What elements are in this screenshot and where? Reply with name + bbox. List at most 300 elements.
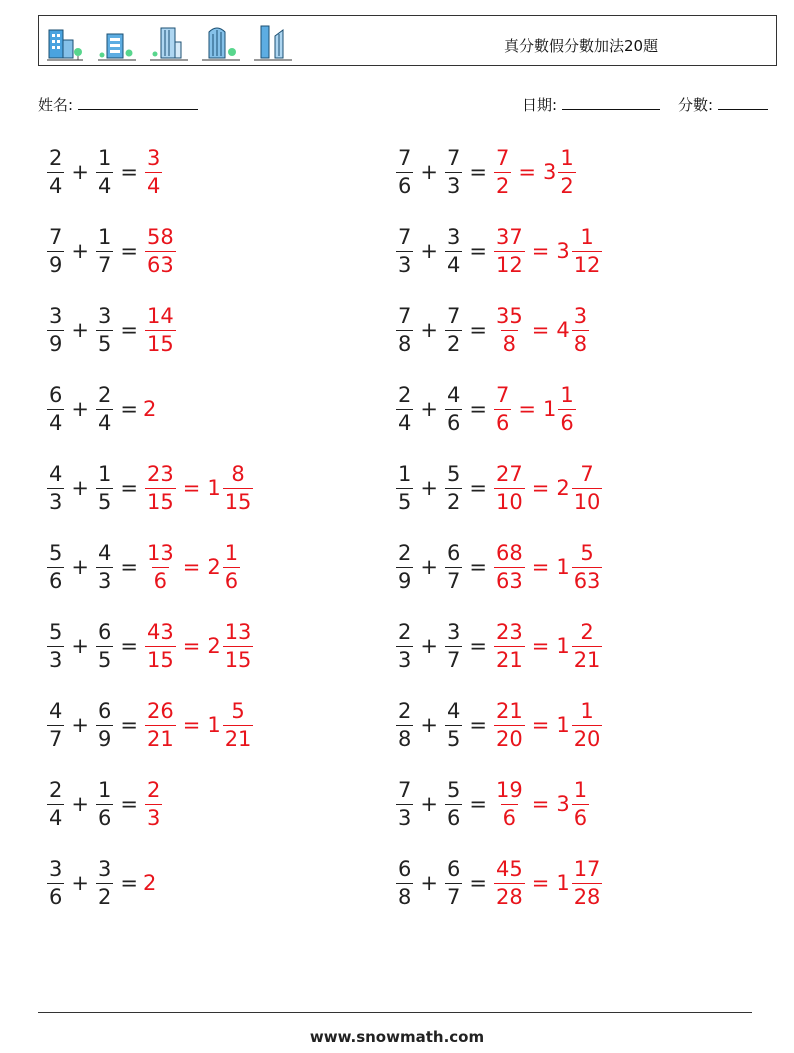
equals-sign: = (120, 397, 138, 421)
numerator: 26 (146, 698, 174, 723)
equals-sign: = (531, 239, 550, 263)
numerator: 6 (398, 856, 412, 881)
equals-sign: = (182, 634, 201, 658)
numerator: 13 (224, 619, 252, 644)
addend-fraction (96, 382, 113, 435)
addend-fraction (445, 698, 462, 751)
numerator: 7 (495, 382, 510, 407)
denominator: 6 (446, 410, 461, 435)
numerator: 19 (495, 777, 523, 802)
problem-item (45, 852, 156, 914)
answer-fraction (494, 540, 525, 593)
denominator: 2 (446, 331, 461, 356)
numerator: 3 (446, 619, 461, 644)
denominator: 3 (49, 489, 63, 514)
answer-whole: 2 (142, 871, 157, 895)
equals-sign: = (469, 792, 487, 816)
denominator: 3 (398, 647, 412, 672)
problem-item (394, 141, 578, 203)
problem-item (45, 615, 255, 677)
addend-fraction (445, 540, 462, 593)
denominator: 15 (224, 647, 252, 672)
addend-fraction (396, 619, 413, 672)
mixed-whole: 1 (207, 713, 221, 737)
equals-sign: = (469, 476, 487, 500)
equals-sign: = (531, 792, 550, 816)
denominator: 4 (97, 410, 112, 435)
denominator: 7 (446, 647, 461, 672)
equals-sign: = (120, 634, 138, 658)
numerator: 4 (49, 461, 63, 486)
denominator: 9 (398, 568, 412, 593)
name-line[interactable] (78, 95, 198, 110)
denominator: 7 (446, 568, 461, 593)
equals-sign: = (531, 476, 550, 500)
numerator: 5 (231, 698, 245, 723)
addend-fraction (96, 145, 113, 198)
numerator: 6 (446, 540, 461, 565)
denominator: 6 (398, 173, 412, 198)
denominator: 4 (446, 252, 461, 277)
denominator: 28 (573, 884, 601, 909)
denominator: 8 (398, 726, 412, 751)
numerator: 6 (49, 382, 63, 407)
footer-url: www.snowmath.com (309, 1028, 485, 1046)
addend-fraction (445, 619, 462, 672)
answer-fraction (145, 777, 162, 830)
denominator: 15 (146, 647, 174, 672)
numerator: 2 (398, 382, 412, 407)
denominator: 6 (446, 805, 461, 830)
mixed-fraction (572, 777, 589, 830)
denominator: 9 (49, 252, 63, 277)
denominator: 4 (398, 410, 412, 435)
denominator: 6 (495, 410, 510, 435)
denominator: 5 (398, 489, 412, 514)
denominator: 6 (49, 568, 63, 593)
answer-fraction (494, 145, 511, 198)
problem-item (394, 536, 604, 598)
equals-sign: = (469, 318, 487, 342)
numerator: 1 (560, 382, 574, 407)
addend-fraction (96, 777, 113, 830)
answer-fraction (145, 619, 176, 672)
problem-item (394, 299, 591, 361)
equals-sign: = (120, 713, 138, 737)
plus-sign: + (71, 397, 89, 421)
addend-fraction (396, 145, 413, 198)
numerator: 7 (580, 461, 594, 486)
numerator: 23 (495, 619, 523, 644)
addend-fraction (47, 145, 64, 198)
addend-fraction (396, 303, 413, 356)
denominator: 12 (573, 252, 601, 277)
equals-sign: = (120, 160, 138, 184)
building-icon (45, 22, 85, 62)
numerator: 1 (97, 224, 112, 249)
equals-sign: = (182, 476, 201, 500)
plus-sign: + (420, 318, 438, 342)
equals-sign: = (518, 160, 536, 184)
denominator: 63 (573, 568, 601, 593)
denominator: 15 (146, 489, 174, 514)
numerator: 2 (49, 145, 63, 170)
equals-sign: = (469, 713, 487, 737)
numerator: 2 (49, 777, 63, 802)
addend-fraction (396, 382, 413, 435)
equals-sign: = (182, 555, 201, 579)
numerator: 6 (446, 856, 461, 881)
denominator: 6 (502, 805, 517, 830)
numerator: 1 (580, 698, 594, 723)
problem-item (45, 378, 156, 440)
building-icon (253, 22, 293, 62)
numerator: 7 (49, 224, 63, 249)
addend-fraction (396, 856, 413, 909)
numerator: 3 (49, 856, 63, 881)
plus-sign: + (420, 792, 438, 816)
equals-sign: = (182, 713, 201, 737)
denominator: 8 (502, 331, 517, 356)
denominator: 12 (495, 252, 523, 277)
numerator: 14 (146, 303, 174, 328)
denominator: 4 (146, 173, 161, 198)
building-icon (149, 22, 189, 62)
plus-sign: + (71, 160, 89, 184)
denominator: 3 (146, 805, 161, 830)
denominator: 15 (224, 489, 252, 514)
mixed-fraction (223, 698, 254, 751)
denominator: 20 (495, 726, 523, 751)
numerator: 7 (495, 145, 510, 170)
numerator: 8 (231, 461, 245, 486)
plus-sign: + (71, 871, 89, 895)
numerator: 4 (49, 698, 63, 723)
addend-fraction (47, 777, 64, 830)
numerator: 4 (97, 540, 112, 565)
footer-rule (38, 1012, 752, 1013)
numerator: 7 (398, 145, 412, 170)
problem-item (394, 220, 604, 282)
plus-sign: + (420, 476, 438, 500)
denominator: 2 (97, 884, 112, 909)
mixed-fraction (558, 145, 575, 198)
mixed-fraction (223, 540, 240, 593)
numerator: 1 (97, 777, 112, 802)
problem-item (45, 694, 255, 756)
plus-sign: + (420, 634, 438, 658)
problem-item (394, 852, 604, 914)
addend-fraction (396, 540, 413, 593)
denominator: 10 (573, 489, 601, 514)
mixed-fraction (223, 461, 254, 514)
denominator: 5 (97, 331, 112, 356)
addend-fraction (96, 856, 113, 909)
equals-sign: = (120, 239, 138, 263)
mixed-fraction (572, 540, 603, 593)
denominator: 9 (49, 331, 63, 356)
equals-sign: = (469, 397, 487, 421)
denominator: 8 (573, 331, 588, 356)
equals-sign: = (120, 792, 138, 816)
plus-sign: + (71, 555, 89, 579)
header-icons (45, 22, 293, 62)
equals-sign: = (531, 713, 550, 737)
denominator: 3 (446, 173, 461, 198)
answer-fraction (494, 777, 525, 830)
mixed-whole: 1 (207, 476, 221, 500)
denominator: 3 (398, 252, 412, 277)
addend-fraction (445, 382, 462, 435)
answer-fraction (145, 303, 176, 356)
denominator: 2 (446, 489, 461, 514)
denominator: 10 (495, 489, 523, 514)
numerator: 7 (398, 777, 412, 802)
numerator: 58 (146, 224, 174, 249)
numerator: 2 (146, 777, 161, 802)
answer-fraction (494, 303, 525, 356)
mixed-fraction (572, 856, 603, 909)
addend-fraction (445, 856, 462, 909)
answer-fraction (145, 461, 176, 514)
numerator: 1 (573, 777, 588, 802)
numerator: 5 (446, 777, 461, 802)
date-line[interactable] (562, 95, 660, 110)
mixed-whole: 4 (556, 318, 570, 342)
numerator: 5 (446, 461, 461, 486)
answer-fraction (145, 540, 176, 593)
denominator: 21 (224, 726, 252, 751)
denominator: 8 (398, 884, 412, 909)
date-field (522, 94, 660, 115)
addend-fraction (96, 224, 113, 277)
answer-fraction (494, 382, 511, 435)
numerator: 6 (97, 698, 112, 723)
mixed-whole: 3 (542, 160, 557, 184)
numerator: 23 (146, 461, 174, 486)
denominator: 6 (573, 805, 588, 830)
numerator: 7 (398, 303, 412, 328)
mixed-whole: 1 (556, 871, 570, 895)
plus-sign: + (71, 476, 89, 500)
mixed-whole: 3 (556, 239, 570, 263)
building-icon (201, 22, 241, 62)
addend-fraction (96, 540, 113, 593)
addend-fraction (47, 698, 64, 751)
date-label: 日期: (522, 96, 558, 114)
answer-whole: 2 (142, 397, 157, 421)
addend-fraction (445, 303, 462, 356)
equals-sign: = (120, 871, 138, 895)
equals-sign: = (531, 634, 550, 658)
problem-item (45, 141, 164, 203)
plus-sign: + (420, 555, 438, 579)
header-box (38, 15, 777, 66)
denominator: 7 (49, 726, 63, 751)
answer-fraction (145, 145, 162, 198)
denominator: 5 (97, 489, 112, 514)
denominator: 5 (446, 726, 461, 751)
denominator: 6 (560, 410, 574, 435)
answer-fraction (494, 619, 525, 672)
plus-sign: + (71, 792, 89, 816)
addend-fraction (96, 303, 113, 356)
numerator: 2 (398, 619, 412, 644)
numerator: 6 (97, 619, 112, 644)
numerator: 7 (446, 303, 461, 328)
mixed-fraction (572, 224, 603, 277)
numerator: 2 (97, 382, 112, 407)
numerator: 1 (560, 145, 574, 170)
equals-sign: = (531, 871, 550, 895)
denominator: 5 (97, 647, 112, 672)
addend-fraction (396, 698, 413, 751)
addend-fraction (47, 856, 64, 909)
denominator: 2 (560, 173, 574, 198)
equals-sign: = (120, 555, 138, 579)
equals-sign: = (531, 555, 550, 579)
mixed-whole: 3 (556, 792, 570, 816)
numerator: 5 (49, 540, 63, 565)
addend-fraction (47, 303, 64, 356)
problem-item (394, 378, 578, 440)
numerator: 3 (97, 856, 112, 881)
mixed-fraction (572, 619, 603, 672)
numerator: 1 (97, 461, 112, 486)
answer-fraction (145, 224, 176, 277)
numerator: 43 (146, 619, 174, 644)
denominator: 6 (224, 568, 239, 593)
numerator: 1 (398, 461, 412, 486)
addend-fraction (47, 619, 64, 672)
answer-fraction (494, 698, 525, 751)
equals-sign: = (120, 476, 138, 500)
numerator: 2 (398, 698, 412, 723)
denominator: 7 (446, 884, 461, 909)
denominator: 2 (495, 173, 510, 198)
equals-sign: = (469, 555, 487, 579)
problem-item (394, 615, 604, 677)
problem-item (45, 299, 178, 361)
denominator: 9 (97, 726, 112, 751)
addend-fraction (47, 461, 64, 514)
mixed-whole: 1 (542, 397, 557, 421)
addend-fraction (396, 224, 413, 277)
score-label: 分數: (678, 96, 714, 114)
denominator: 4 (49, 410, 63, 435)
numerator: 1 (224, 540, 239, 565)
plus-sign: + (71, 713, 89, 737)
problem-item (45, 536, 242, 598)
plus-sign: + (420, 397, 438, 421)
numerator: 3 (49, 303, 63, 328)
plus-sign: + (71, 318, 89, 342)
mixed-whole: 1 (556, 555, 570, 579)
addend-fraction (445, 461, 462, 514)
denominator: 20 (573, 726, 601, 751)
plus-sign: + (420, 239, 438, 263)
denominator: 7 (97, 252, 112, 277)
numerator: 7 (398, 224, 412, 249)
numerator: 3 (573, 303, 588, 328)
denominator: 4 (49, 805, 63, 830)
plus-sign: + (71, 239, 89, 263)
numerator: 3 (146, 145, 161, 170)
denominator: 4 (97, 173, 112, 198)
denominator: 8 (398, 331, 412, 356)
answer-fraction (494, 856, 525, 909)
numerator: 68 (495, 540, 523, 565)
addend-fraction (445, 777, 462, 830)
mixed-fraction (572, 461, 603, 514)
equals-sign: = (531, 318, 550, 342)
numerator: 45 (495, 856, 523, 881)
equals-sign: = (120, 318, 138, 342)
mixed-fraction (558, 382, 575, 435)
problem-item (45, 773, 164, 835)
numerator: 1 (97, 145, 112, 170)
numerator: 3 (446, 224, 461, 249)
numerator: 5 (49, 619, 63, 644)
denominator: 21 (495, 647, 523, 672)
problem-item (394, 694, 604, 756)
score-line[interactable] (718, 95, 768, 110)
denominator: 3 (398, 805, 412, 830)
plus-sign: + (420, 713, 438, 737)
mixed-whole: 2 (207, 634, 221, 658)
equals-sign: = (518, 397, 536, 421)
mixed-fraction (572, 303, 589, 356)
denominator: 63 (146, 252, 174, 277)
denominator: 4 (49, 173, 63, 198)
denominator: 28 (495, 884, 523, 909)
answer-fraction (145, 698, 176, 751)
numerator: 21 (495, 698, 523, 723)
addend-fraction (96, 698, 113, 751)
mixed-whole: 1 (556, 634, 570, 658)
numerator: 4 (446, 698, 461, 723)
equals-sign: = (469, 634, 487, 658)
problem-item (394, 773, 591, 835)
name-field (38, 94, 198, 115)
numerator: 2 (398, 540, 412, 565)
numerator: 1 (580, 224, 594, 249)
addend-fraction (445, 145, 462, 198)
addend-fraction (47, 540, 64, 593)
denominator: 6 (49, 884, 63, 909)
equals-sign: = (469, 871, 487, 895)
numerator: 7 (446, 145, 461, 170)
problem-item (45, 220, 178, 282)
numerator: 13 (146, 540, 174, 565)
denominator: 15 (146, 331, 174, 356)
mixed-fraction (572, 698, 603, 751)
numerator: 27 (495, 461, 523, 486)
answer-fraction (494, 461, 525, 514)
plus-sign: + (420, 871, 438, 895)
equals-sign: = (469, 160, 487, 184)
answer-fraction (494, 224, 525, 277)
mixed-whole: 1 (556, 713, 570, 737)
mixed-whole: 2 (556, 476, 570, 500)
numerator: 3 (97, 303, 112, 328)
numerator: 4 (446, 382, 461, 407)
numerator: 37 (495, 224, 523, 249)
mixed-fraction (223, 619, 254, 672)
addend-fraction (96, 619, 113, 672)
denominator: 63 (495, 568, 523, 593)
numerator: 17 (573, 856, 601, 881)
